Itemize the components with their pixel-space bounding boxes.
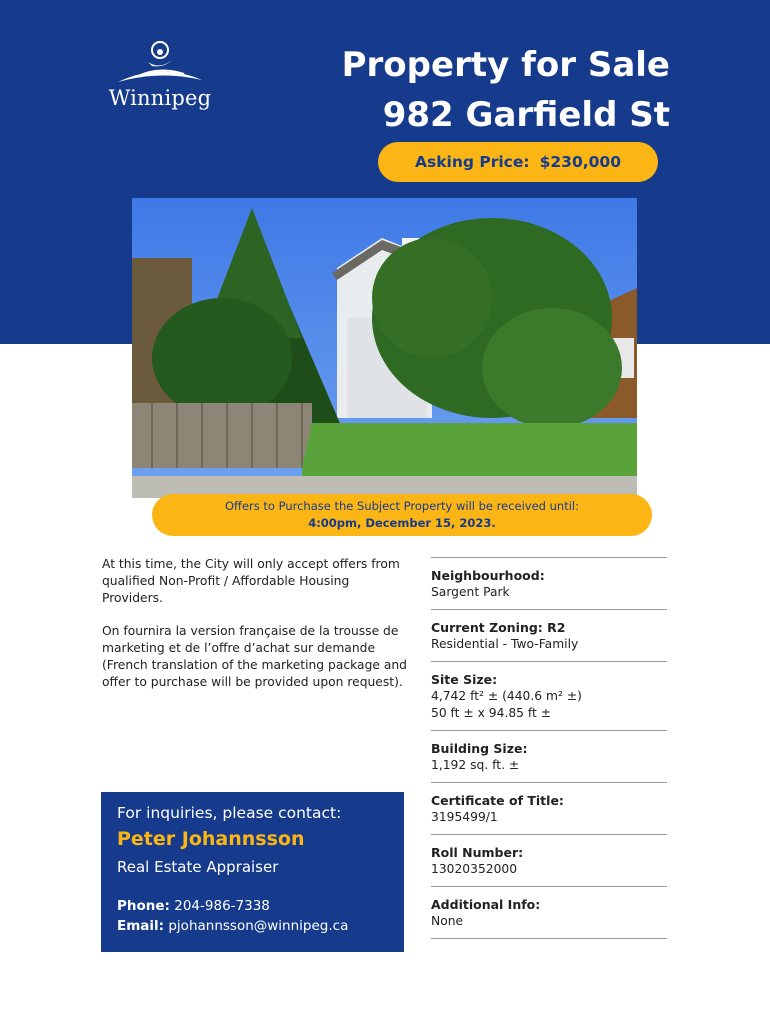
asking-price-badge	[378, 142, 658, 182]
detail-value: Residential - Two-Family	[431, 637, 579, 651]
asking-price-label: Asking Price:	[415, 153, 530, 171]
detail-label: Neighbourhood:	[431, 568, 545, 583]
detail-label: Building Size:	[431, 741, 528, 756]
contact-box	[101, 792, 404, 952]
detail-additional-info	[431, 887, 667, 939]
detail-value: 13020352000	[431, 862, 518, 876]
detail-certificate-of-title	[431, 783, 667, 835]
contact-role: Real Estate Appraiser	[117, 858, 279, 876]
detail-zoning	[431, 610, 667, 662]
page-title	[342, 40, 670, 140]
contact-name: Peter Johannsson	[117, 828, 305, 850]
email-label: Email:	[117, 918, 165, 934]
property-photo	[132, 198, 637, 498]
phone-number[interactable]: 204-986-7338	[174, 898, 270, 914]
logo-wordmark: Winnipeg	[108, 86, 212, 110]
detail-label: Roll Number:	[431, 845, 524, 860]
email-address[interactable]: pjohannsson@winnipeg.ca	[168, 918, 349, 934]
french-translation-paragraph: On fournira la version française de la trousse de marketing et de l’offre d’achat sur demande (French translation of the marketing package and offer to purchase will be provided upon request).	[102, 624, 407, 689]
detail-label: Current Zoning: R2	[431, 620, 566, 635]
offers-deadline-banner	[152, 494, 652, 536]
winnipeg-logo	[104, 40, 216, 120]
detail-neighbourhood	[431, 558, 667, 610]
asking-price-value: $230,000	[539, 153, 621, 171]
contact-email-row	[117, 916, 388, 936]
detail-value: 4,742 ft² ± (440.6 m² ±)	[431, 689, 582, 703]
detail-value: Sargent Park	[431, 585, 510, 599]
property-details-list	[431, 557, 667, 939]
offers-text: Offers to Purchase the Subject Property will be received until:	[224, 499, 579, 513]
description-text	[102, 556, 414, 707]
winnipeg-logo-mark-icon	[104, 40, 216, 90]
detail-label: Certificate of Title:	[431, 793, 564, 808]
detail-building-size	[431, 731, 667, 783]
detail-value: 1,192 sq. ft. ±	[431, 758, 520, 772]
detail-site-size	[431, 662, 667, 731]
detail-value: None	[431, 914, 464, 928]
contact-phone-row	[117, 896, 388, 916]
title-line-1: Property for Sale	[341, 45, 670, 85]
house-photo-image	[132, 198, 637, 498]
offers-deadline: 4:00pm, December 15, 2023.	[308, 516, 496, 530]
contact-intro: For inquiries, please contact:	[117, 804, 342, 822]
detail-value: 50 ft ± x 94.85 ft ±	[431, 706, 552, 720]
phone-label: Phone:	[117, 898, 170, 914]
detail-label: Site Size:	[431, 672, 498, 687]
title-line-2: 982 Garfield St	[382, 95, 670, 135]
detail-roll-number	[431, 835, 667, 887]
eligibility-paragraph: At this time, the City will only accept offers from qualified Non-Profit / Affordable Housing Providers.	[102, 557, 400, 605]
detail-value: 3195499/1	[431, 810, 498, 824]
detail-label: Additional Info:	[431, 897, 541, 912]
